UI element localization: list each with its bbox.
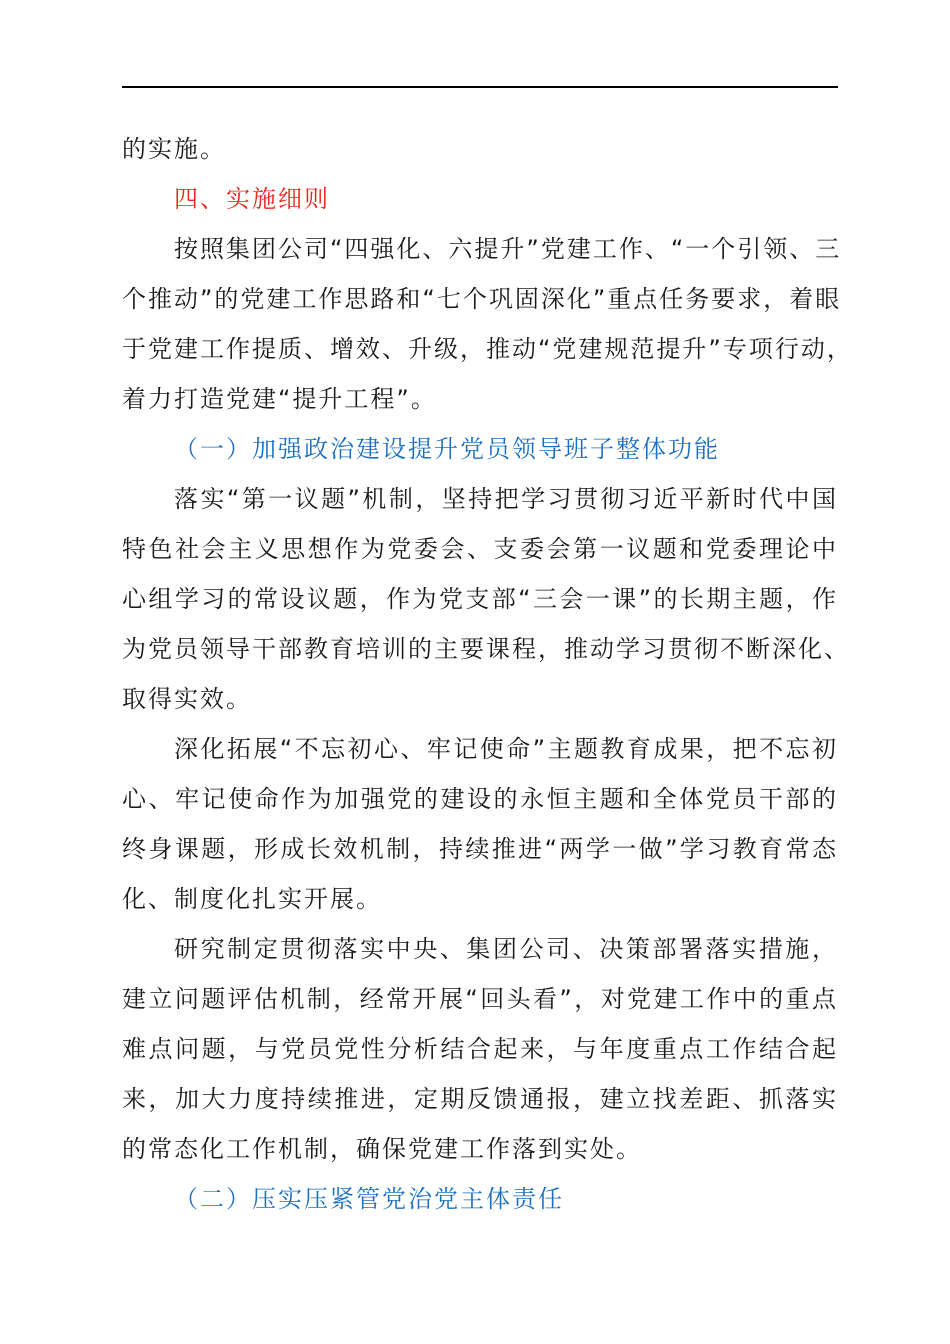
text-line: 难点问题，与党员党性分析结合起来，与年度重点工作结合起 <box>122 1035 838 1063</box>
document-body <box>122 124 853 1224</box>
text-line: 特色社会主义思想作为党委会、支委会第一议题和党委理论中 <box>122 535 838 563</box>
text-line: 来，加大力度持续推进，定期反馈通报，建立找差距、抓落实 <box>122 1085 838 1113</box>
section-heading: 四、实施细则 <box>174 185 330 213</box>
text-line: 的常态化工作机制，确保党建工作落到实处。 <box>122 1135 642 1163</box>
text-line: 的实施。 <box>122 135 226 163</box>
text-line: 化、制度化扎实开展。 <box>122 885 382 913</box>
text-line: 落实“第一议题”机制，坚持把学习贯彻习近平新时代中国 <box>174 485 838 513</box>
text-line: 着力打造党建“提升工程”。 <box>122 385 437 413</box>
text-line: 于党建工作提质、增效、升级，推动“党建规范提升”专项行动， <box>122 335 853 363</box>
subsection-heading: （二）压实压紧管党治党主体责任 <box>174 1185 564 1213</box>
text-line: 深化拓展“不忘初心、牢记使命”主题教育成果，把不忘初 <box>174 735 838 763</box>
subsection-heading: （一）加强政治建设提升党员领导班子整体功能 <box>174 435 720 463</box>
text-line: 取得实效。 <box>122 685 252 713</box>
text-line: 心、牢记使命作为加强党的建设的永恒主题和全体党员干部的 <box>122 785 838 813</box>
text-line: 心组学习的常设议题，作为党支部“三会一课”的长期主题，作 <box>122 585 838 613</box>
header-rule <box>122 86 838 88</box>
text-line: 个推动”的党建工作思路和“七个巩固深化”重点任务要求，着眼 <box>122 285 842 313</box>
text-line: 按照集团公司“四强化、六提升”党建工作、“一个引领、三 <box>174 235 842 263</box>
text-line: 为党员领导干部教育培训的主要课程，推动学习贯彻不断深化、 <box>122 635 850 663</box>
text-line: 研究制定贯彻落实中央、集团公司、决策部署落实措施， <box>174 935 838 963</box>
text-line: 终身课题，形成长效机制，持续推进“两学一做”学习教育常态 <box>122 835 838 863</box>
text-line: 建立问题评估机制，经常开展“回头看”，对党建工作中的重点 <box>122 985 838 1013</box>
